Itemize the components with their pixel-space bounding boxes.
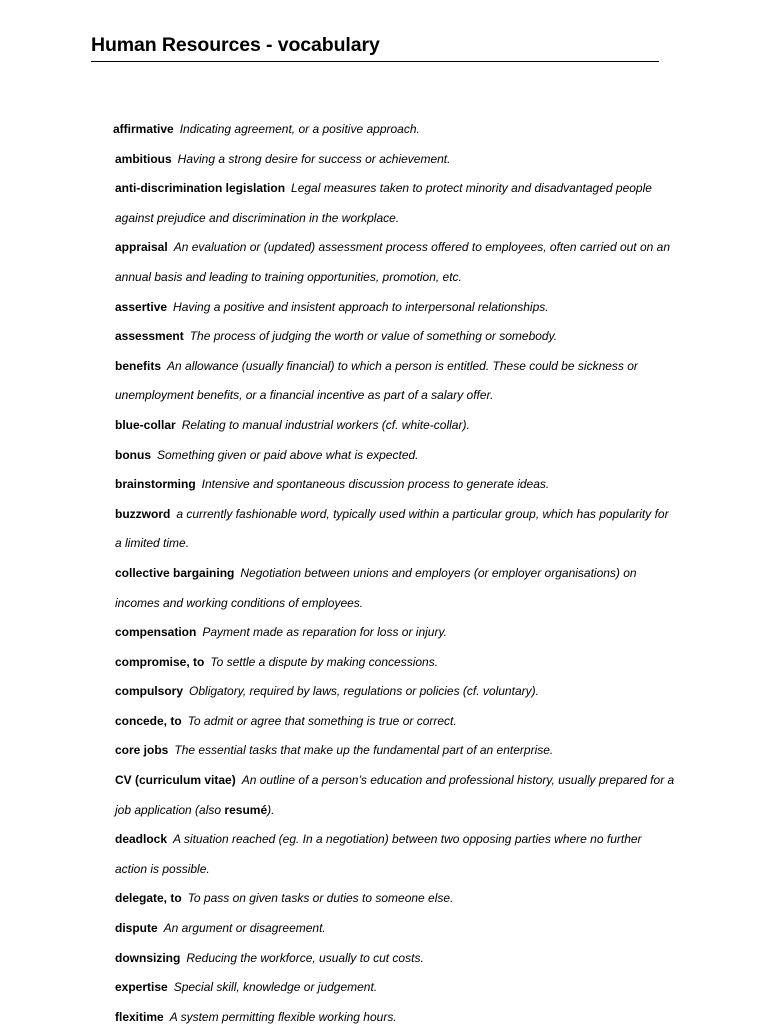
glossary-entry [115,174,675,233]
glossary-definition-end: ). [267,802,275,817]
glossary-entry [115,944,675,974]
glossary-term: buzzword [115,506,171,521]
glossary-definition: The essential tasks that make up the fundamental part of an enterprise. [174,743,554,758]
glossary-definition: Obligatory, required by laws, regulations or policies (cf. voluntary). [189,684,539,699]
glossary-term: compromise, to [115,654,205,669]
glossary-entry [115,707,675,737]
glossary-entry [115,825,675,884]
glossary-definition: A situation reached (eg. In a negotiation) between two opposing parties where no further action is possible. [115,832,642,876]
glossary-definition: Special skill, knowledge or judgement. [173,980,378,995]
glossary-entry [115,973,675,1003]
glossary-term: flexitime [115,1009,164,1024]
glossary-entry [115,352,675,411]
glossary-definition: An argument or disagreement. [163,921,326,936]
glossary-term: concede, to [115,713,182,728]
glossary-term: benefits [115,358,162,373]
glossary-definition: Indicating agreement, or a positive approach. [179,122,420,136]
glossary-definition: Having a positive and insistent approach to interpersonal relationships. [173,299,549,314]
glossary-entry [115,233,675,292]
glossary-term: affirmative [113,122,174,136]
glossary-entry [115,500,675,559]
glossary-entry [115,411,675,441]
glossary-term: expertise [115,980,168,995]
glossary-entry [115,648,675,678]
glossary-term: ambitious [115,151,172,166]
glossary-definition: To admit or agree that something is true or correct. [187,713,457,728]
glossary-term: dispute [115,921,158,936]
glossary-entry [115,914,675,944]
glossary-entry [115,677,675,707]
glossary-term: brainstorming [115,477,196,492]
glossary-entry [115,322,675,352]
glossary-definition: Reducing the workforce, usually to cut costs. [186,950,424,965]
glossary-definition: Negotiation between unions and employers (or employer organisations) on incomes and working conditions of employees. [115,565,637,610]
glossary-entry [113,115,675,145]
glossary-term: downsizing [115,950,181,965]
glossary-definition: Payment made as reparation for loss or injury. [202,625,447,640]
glossary-entry [115,766,675,825]
glossary-entry [115,559,675,618]
glossary-definition: The process of judging the worth or value of something or somebody. [189,329,558,344]
glossary-term: anti-discrimination legislation [115,181,286,196]
glossary-term: appraisal [115,240,168,255]
glossary-entry [115,884,675,914]
glossary-definition: An allowance (usually financial) to which a person is entitled. These could be sickness or unemployment benefits, or a financial incentive as part of a salary offer. [115,358,638,403]
glossary-definition: An outline of a person’s education and professional history, usually prepared for a job application (also [115,773,675,817]
glossary-entry [115,618,675,648]
glossary-term: core jobs [115,743,169,758]
glossary-entry [115,145,675,175]
glossary-definition: To pass on given tasks or duties to someone else. [187,891,454,906]
glossary-definition: a currently fashionable word, typically used within a particular group, which has popularity for a limited time. [115,506,669,551]
glossary-term: compulsory [115,684,184,699]
glossary-definition: A system permitting flexible working hours. [169,1009,397,1024]
glossary-term: collective bargaining [115,565,235,580]
page-title: Human Resources - vocabulary [91,34,380,56]
title-underline [91,61,659,62]
glossary-term: delegate, to [115,891,182,906]
glossary-term: blue-collar [115,417,176,432]
glossary-definition: Having a strong desire for success or achievement. [177,151,451,166]
glossary-definition: An evaluation or (updated) assessment process offered to employees, often carried out on an annual basis and leading to training opportunities, promotion, etc. [115,240,670,284]
glossary-term: bonus [115,447,151,462]
glossary-term: assertive [115,299,168,314]
glossary-definition: Legal measures taken to protect minority and disadvantaged people against prejudice and discrimination in the workplace. [115,181,652,225]
glossary-entry [115,736,675,766]
glossary-definition: Something given or paid above what is expected. [157,447,419,462]
glossary-definition: To settle a dispute by making concessions. [210,654,439,669]
glossary-term: deadlock [115,832,168,847]
glossary-entry [115,470,675,500]
glossary-definition: Intensive and spontaneous discussion process to generate ideas. [201,477,550,492]
glossary-entry [115,441,675,471]
glossary-term: assessment [115,329,184,344]
glossary-inline-term: resumé [224,802,268,817]
glossary-list [115,115,675,1032]
glossary-term: compensation [115,625,197,640]
glossary-definition: Relating to manual industrial workers (cf. white-collar). [181,417,470,432]
glossary-entry [115,293,675,323]
glossary-term: CV (curriculum vitae) [115,773,236,788]
glossary-entry [115,1003,675,1032]
